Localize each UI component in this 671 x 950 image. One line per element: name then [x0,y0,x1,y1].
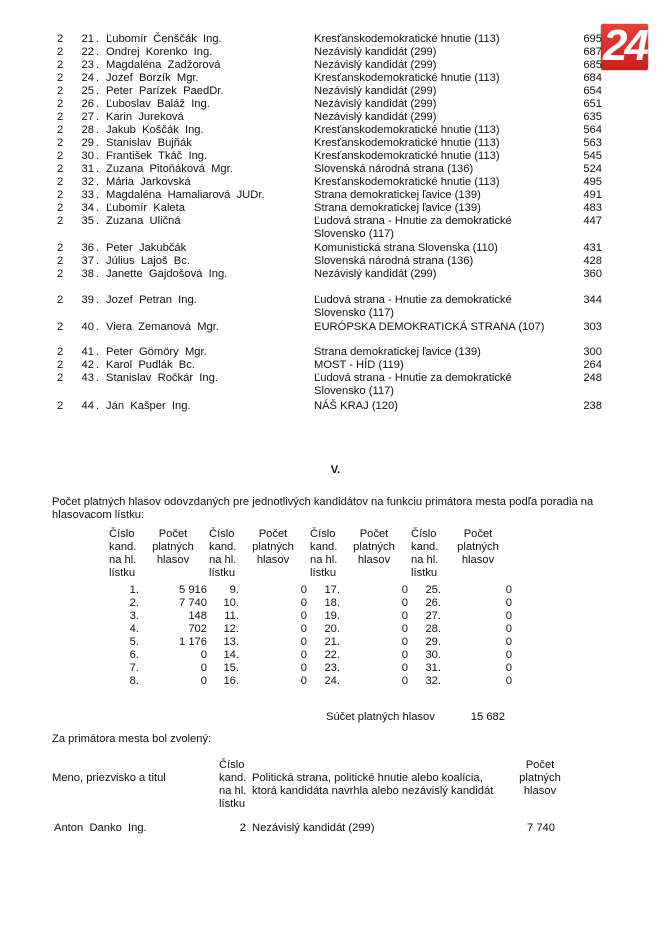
candidate-number: 41 [81,346,94,358]
cell-candidate-number: 14. [223,649,239,661]
cell-votes: 0 [300,675,307,687]
cell-votes: 0 [300,584,307,596]
candidate-number: 36 [81,242,94,254]
candidate-votes: 545 [583,150,602,162]
candidate-name: Zuzana Pitoňáková Mgr. [106,163,233,175]
candidate-row [0,255,671,268]
candidate-votes: 300 [583,346,602,358]
separator-dot: . [96,59,100,71]
candidate-party: NÁŠ KRAJ (120) [314,400,398,412]
candidate-row [0,346,671,359]
candidate-number: 38 [81,268,94,280]
cell-votes: 0 [300,649,307,661]
cell-votes: 0 [505,623,512,635]
candidate-row [0,215,671,240]
cell-candidate-number: 8. [129,675,139,687]
winner-votes: 7 740 [527,822,555,834]
separator-dot: . [96,372,100,384]
cell-candidate-number: 5. [129,636,139,648]
candidate-votes: 428 [583,255,602,267]
district-number: 2 [57,255,64,267]
candidate-votes: 248 [583,372,602,384]
separator-dot: . [96,72,100,84]
candidate-number: 37 [81,255,94,267]
candidate-number: 25 [81,85,94,97]
cell-votes: 702 [188,623,207,635]
cell-votes: 0 [300,610,307,622]
candidate-name: Jakub Koščák Ing. [106,124,204,136]
candidate-name: František Tkáč Ing. [106,150,208,162]
candidate-name: Zuzana Uličná [106,215,181,227]
separator-dot: . [96,294,100,306]
candidate-number: 42 [81,359,94,371]
cell-votes: 0 [200,675,207,687]
district-number: 2 [57,268,64,280]
cell-votes: 0 [300,636,307,648]
candidate-number: 21 [81,33,94,45]
candidate-name: Ondrej Korenko Ing. [106,46,213,58]
cell-votes: 0 [200,662,207,674]
cell-candidate-number: 27. [425,610,441,622]
district-number: 2 [57,98,64,110]
separator-dot: . [96,176,100,188]
candidate-party: Nezávislý kandidát (299) [314,111,437,123]
cell-candidate-number: 20. [324,623,340,635]
column-header-votes: Počet platných hlasov [152,528,194,566]
separator-dot: . [96,85,100,97]
candidate-row [0,72,671,85]
candidate-row [0,242,671,255]
candidate-row [0,321,671,334]
candidate-row [0,202,671,215]
candidate-name: Peter Parízek PaedDr. [106,85,224,97]
cell-candidate-number: 2. [129,597,139,609]
candidate-name: Karol Pudlák Bc. [106,359,195,371]
cell-votes: 0 [401,662,408,674]
candidate-number: 31 [81,163,94,175]
candidate-name: Ľubomír Kaleta [106,202,185,214]
candidate-row [0,111,671,124]
cell-candidate-number: 22. [324,649,340,661]
cell-candidate-number: 19. [324,610,340,622]
separator-dot: . [96,189,100,201]
district-number: 2 [57,59,64,71]
district-number: 2 [57,72,64,84]
cell-votes: 0 [505,662,512,674]
cell-candidate-number: 31. [425,662,441,674]
separator-dot: . [96,346,100,358]
cell-votes: 5 916 [179,584,207,596]
candidate-name: Janette Gajdošová Ing. [106,268,228,280]
cell-candidate-number: 15. [223,662,239,674]
cell-candidate-number: 17. [324,584,340,596]
candidate-number: 26 [81,98,94,110]
separator-dot: . [96,46,100,58]
candidate-number: 44 [81,400,94,412]
winner-number: 2 [239,822,246,834]
candidate-party: Nezávislý kandidát (299) [314,59,437,71]
cell-candidate-number: 12. [223,623,239,635]
section-intro-text: Počet platných hlasov odovzdaných pre jednotlivých kandidátov na funkciu primátora mesta podľa poradia na hlasovacom lístku: [52,496,594,521]
cell-candidate-number: 10. [223,597,239,609]
separator-dot: . [96,150,100,162]
cell-candidate-number: 11. [224,610,239,622]
candidate-number: 39 [81,294,94,306]
candidate-party: Nezávislý kandidát (299) [314,46,437,58]
column-header-votes: Počet platných hlasov [252,528,294,566]
candidate-name: Jozef Petran Ing. [106,294,197,306]
cell-votes: 0 [505,584,512,596]
separator-dot: . [96,163,100,175]
candidate-votes: 264 [583,359,602,371]
cell-votes: 0 [401,584,408,596]
cell-candidate-number: 30. [425,649,441,661]
cell-votes: 0 [401,610,408,622]
cell-votes: 0 [505,649,512,661]
candidate-party: Kresťanskodemokratické hnutie (113) [314,150,500,162]
cell-votes: 0 [401,675,408,687]
candidate-name: Karin Jureková [106,111,184,123]
district-number: 2 [57,215,64,227]
candidate-votes: 563 [583,137,602,149]
candidate-votes: 491 [583,189,602,201]
candidate-name: Ján Kašper Ing. [106,400,191,412]
cell-votes: 0 [401,636,408,648]
candidate-name: Mária Jarkovská [106,176,191,188]
candidate-row [0,189,671,202]
candidate-votes: 564 [583,124,602,136]
sum-label: Súčet platných hlasov [326,711,435,723]
winner-header-name: Meno, priezvisko a titul [52,772,166,784]
cell-votes: 0 [401,649,408,661]
candidate-votes: 238 [583,400,602,412]
candidate-number: 23 [81,59,94,71]
district-number: 2 [57,372,64,384]
cell-candidate-number: 16. [223,675,239,687]
candidate-row [0,85,671,98]
candidate-party: MOST - HÍD (119) [314,359,404,371]
candidate-number: 30 [81,150,94,162]
candidate-party: EURÓPSKA DEMOKRATICKÁ STRANA (107) [314,321,545,333]
district-number: 2 [57,359,64,371]
candidate-votes: 447 [583,215,602,227]
candidate-name: Jozef Borzík Mgr. [106,72,199,84]
candidate-party: Kresťanskodemokratické hnutie (113) [314,33,500,45]
candidate-name: Peter Gömöry Mgr. [106,346,207,358]
candidate-party: Nezávislý kandidát (299) [314,98,437,110]
candidate-number: 34 [81,202,94,214]
candidate-row [0,137,671,150]
separator-dot: . [96,400,100,412]
winner-party: Nezávislý kandidát (299) [252,822,375,834]
candidate-votes: 344 [583,294,602,306]
district-number: 2 [57,400,64,412]
cell-votes: 0 [505,636,512,648]
cell-candidate-number: 32. [425,675,441,687]
cell-candidate-number: 26. [425,597,441,609]
candidate-party: Ľudová strana - Hnutie za demokratické Slovensko (117) [314,294,512,319]
candidate-party: Strana demokratickej ľavice (139) [314,346,481,358]
cell-candidate-number: 7. [129,662,139,674]
district-number: 2 [57,202,64,214]
column-header-candidate-number: Číslo kand. na hl. lístku [209,528,237,579]
district-number: 2 [57,176,64,188]
candidate-votes: 685 [583,59,602,71]
candidate-votes: 651 [583,98,602,110]
cell-votes: 0 [505,675,512,687]
district-number: 2 [57,150,64,162]
district-number: 2 [57,163,64,175]
column-header-candidate-number: Číslo kand. na hl. lístku [109,528,137,579]
separator-dot: . [96,111,100,123]
candidate-name: Viera Zemanová Mgr. [106,321,219,333]
candidate-votes: 483 [583,202,602,214]
cell-candidate-number: 9. [229,584,239,596]
separator-dot: . [96,137,100,149]
district-number: 2 [57,294,64,306]
cell-candidate-number: 28. [425,623,441,635]
cell-candidate-number: 13. [223,636,239,648]
cell-candidate-number: 3. [129,610,139,622]
district-number: 2 [57,242,64,254]
district-number: 2 [57,124,64,136]
district-number: 2 [57,346,64,358]
cell-votes: 0 [300,623,307,635]
winner-header-party: Politická strana, politické hnutie alebo koalícia, ktorá kandidáta navrhla alebo nezávislý kandidát [252,772,494,797]
district-number: 2 [57,33,64,45]
candidate-row [0,294,671,319]
candidate-row [0,59,671,72]
candidate-row [0,124,671,137]
candidate-row [0,176,671,189]
candidate-name: Magdaléna Zadžorová [106,59,221,71]
cell-candidate-number: 6. [129,649,139,661]
separator-dot: . [96,215,100,227]
district-number: 2 [57,189,64,201]
candidate-votes: 687 [583,46,602,58]
cell-votes: 7 740 [179,597,207,609]
cell-candidate-number: 1. [129,584,139,596]
separator-dot: . [96,98,100,110]
column-header-votes: Počet platných hlasov [457,528,499,566]
district-number: 2 [57,46,64,58]
candidate-party: Nezávislý kandidát (299) [314,85,437,97]
section-title: V. [330,464,341,476]
cell-votes: 0 [300,597,307,609]
winner-header-votes: Počet platných hlasov [519,759,561,797]
winner-name: Anton Danko Ing. [54,822,147,834]
candidate-name: Stanislav Ročkár Ing. [106,372,218,384]
candidate-name: Peter Jakubčák [106,242,187,254]
separator-dot: . [96,124,100,136]
winner-title: Za primátora mesta bol zvolený: [52,733,212,745]
district-number: 2 [57,111,64,123]
district-number: 2 [57,321,64,333]
separator-dot: . [96,359,100,371]
candidate-party: Kresťanskodemokratické hnutie (113) [314,124,500,136]
cell-votes: 0 [401,597,408,609]
candidate-votes: 695 [583,33,602,45]
candidate-row [0,400,671,413]
candidate-number: 28 [81,124,94,136]
cell-votes: 1 176 [179,636,207,648]
candidate-party: Kresťanskodemokratické hnutie (113) [314,72,500,84]
candidate-votes: 303 [583,321,602,333]
separator-dot: . [96,255,100,267]
candidate-party: Strana demokratickej ľavice (139) [314,189,481,201]
candidate-name: Július Lajoš Bc. [106,255,190,267]
candidate-row [0,268,671,281]
separator-dot: . [96,202,100,214]
candidate-votes: 360 [583,268,602,280]
district-number: 2 [57,85,64,97]
district-number: 2 [57,137,64,149]
cell-candidate-number: 23. [324,662,340,674]
sum-value: 15 682 [470,711,505,723]
candidate-party: Kresťanskodemokratické hnutie (113) [314,176,500,188]
separator-dot: . [96,268,100,280]
candidate-row [0,46,671,59]
candidate-votes: 524 [583,163,602,175]
cell-votes: 0 [401,623,408,635]
candidate-votes: 654 [583,85,602,97]
candidate-party: Slovenská národná strana (136) [314,163,474,175]
candidate-number: 40 [81,321,94,333]
candidate-party: Komunistická strana Slovenska (110) [314,242,498,254]
candidate-votes: 635 [583,111,602,123]
candidate-number: 43 [81,372,94,384]
cell-votes: 0 [505,610,512,622]
cell-candidate-number: 21. [324,636,340,648]
cell-votes: 148 [188,610,207,622]
separator-dot: . [96,242,100,254]
candidate-row [0,98,671,111]
candidate-party: Strana demokratickej ľavice (139) [314,202,481,214]
cell-votes: 0 [505,597,512,609]
cell-votes: 0 [200,649,207,661]
candidate-row [0,33,671,46]
candidate-name: Magdaléna Hamaliarová JUDr. [106,189,265,201]
candidate-row [0,372,671,397]
cell-candidate-number: 29. [425,636,441,648]
column-header-votes: Počet platných hlasov [353,528,395,566]
candidate-row [0,359,671,372]
cell-candidate-number: 24. [324,675,340,687]
winner-header-number: Číslo kand. na hl. lístku [219,759,247,810]
candidate-number: 27 [81,111,94,123]
column-header-candidate-number: Číslo kand. na hl. lístku [310,528,338,579]
cell-votes: 0 [300,662,307,674]
candidate-number: 32 [81,176,94,188]
cell-candidate-number: 4. [129,623,139,635]
candidate-party: Ľudová strana - Hnutie za demokratické Slovensko (117) [314,372,512,397]
candidate-party: Kresťanskodemokratické hnutie (113) [314,137,500,149]
candidate-party: Slovenská národná strana (136) [314,255,474,267]
separator-dot: . [96,321,100,333]
candidate-number: 35 [81,215,94,227]
candidate-party: Nezávislý kandidát (299) [314,268,437,280]
candidate-row [0,150,671,163]
candidate-name: Stanislav Bujňák [106,137,192,149]
candidate-number: 29 [81,137,94,149]
logo-text: 24 [603,21,646,70]
candidate-votes: 431 [583,242,602,254]
candidate-number: 22 [81,46,94,58]
separator-dot: . [96,33,100,45]
candidate-votes: 495 [583,176,602,188]
candidate-name: Ľubomír Čenščák Ing. [106,33,222,45]
candidate-row [0,163,671,176]
column-header-candidate-number: Číslo kand. na hl. lístku [411,528,439,579]
candidate-party: Ľudová strana - Hnutie za demokratické Slovensko (117) [314,215,512,240]
candidate-votes: 684 [583,72,602,84]
candidate-number: 33 [81,189,94,201]
cell-candidate-number: 25. [425,584,441,596]
cell-candidate-number: 18. [324,597,340,609]
candidate-number: 24 [81,72,94,84]
candidate-name: Ľuboslav Baláž Ing. [106,98,210,110]
